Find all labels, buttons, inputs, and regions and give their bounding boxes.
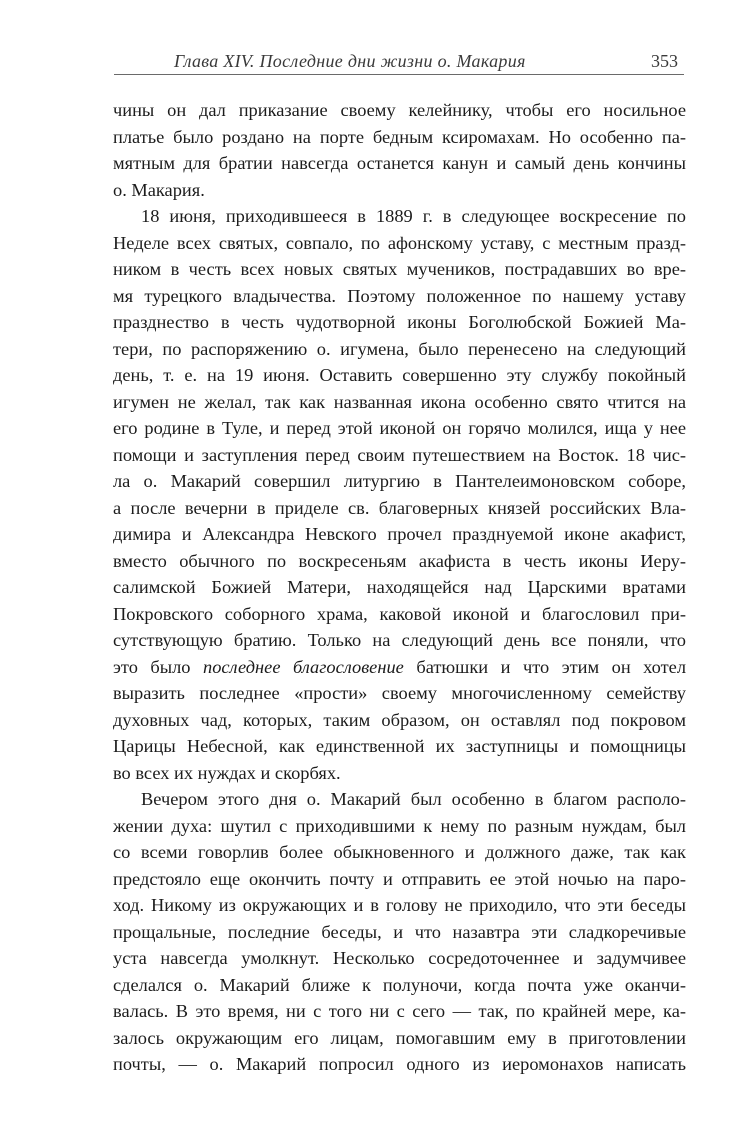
text-line: салимской Божией Матери, находящейся над Царскими вратами bbox=[113, 577, 686, 597]
text-line: валась. В это время, ни с того ни с сего — так, по крайней мере, ка- bbox=[113, 1001, 686, 1021]
chapter-title: Глава XIV. Последние дни жизни о. Макария bbox=[174, 51, 526, 71]
text-line: мя турецкого владычества. Поэтому положенное по нашему уставу bbox=[113, 285, 686, 306]
text-line: ход. Никому из окружающих и в голову не приходило, что эти беседы bbox=[113, 895, 686, 915]
text-line: 18 июня, приходившееся в 1889 г. в следующее воскресение по bbox=[141, 206, 686, 226]
text-line: прощальные, последние беседы, и что назавтра эти сладкоречивые bbox=[113, 921, 686, 942]
text-line: духовных чад, которых, таким образом, он оставлял под покровом bbox=[113, 709, 686, 730]
text-line: о. Макария. bbox=[113, 179, 205, 200]
text-line: Вечером этого дня о. Макарий был особенно в благом располо- bbox=[141, 789, 686, 809]
text-line: димира и Александра Невского прочел празднуемой иконе акафист, bbox=[113, 524, 686, 544]
text-line: Покровского соборного храма, каковой иконой и благословил при- bbox=[113, 603, 686, 624]
page-number: 353 bbox=[651, 51, 678, 71]
text-line: сутствующую братию. Только на следующий день все поняли, что bbox=[113, 630, 686, 650]
running-header bbox=[114, 48, 684, 75]
text-line: вместо обычного по воскресеньям акафиста в честь иконы Иеру- bbox=[113, 550, 686, 571]
text-line: помощи и заступления перед своим путешествием на Восток. 18 чис- bbox=[113, 444, 686, 465]
text-line: Неделе всех святых, совпало, по афонскому уставу, с местным празд- bbox=[113, 232, 686, 253]
text-line: со всеми говорлив более обыкновенного и должного даже, так как bbox=[113, 842, 686, 862]
text-line: а после вечерни в приделе св. благоверных князей российских Вла- bbox=[113, 497, 686, 518]
text-line: день, т. е. на 19 июня. Оставить совершенно эту службу покойный bbox=[113, 365, 686, 385]
text-line: жении духа: шутил с приходившими к нему по разным нуждам, был bbox=[113, 815, 686, 836]
text-line: его родине в Туле, и перед этой иконой он горячо молился, ища у нее bbox=[113, 418, 686, 438]
text-line: тери, по распоряжению о. игумена, было перенесено на следующий bbox=[113, 338, 686, 359]
text-line: выразить последнее «прости» своему многочисленному семейству bbox=[113, 683, 686, 703]
text-line: игумен не желал, так как названная икона особенно свято чтится на bbox=[113, 391, 686, 412]
text-line: почты, — о. Макарий попросил одного из иеромонахов написать bbox=[113, 1054, 686, 1074]
text-line: празднество в честь чудотворной иконы Боголюбской Божией Ма- bbox=[113, 312, 686, 332]
text-line: ником в честь всех новых святых мучеников, пострадавших во вре- bbox=[113, 259, 686, 279]
emphasized-text: последнее благословение bbox=[203, 656, 404, 677]
text-line: ла о. Макарий совершил литургию в Пантелеимоновском соборе, bbox=[113, 471, 686, 491]
text-line: платье было роздано на порте бедным ксиромахам. Но особенно па- bbox=[113, 126, 686, 147]
text-run: батюшки и что этим он хотел bbox=[403, 656, 686, 677]
text-line: уста навсегда умолкнут. Несколько сосредоточеннее и задумчивее bbox=[113, 948, 686, 968]
text-line: залось окружающим его лицам, помогавшим ему в приготовлении bbox=[113, 1027, 686, 1048]
page-text bbox=[113, 97, 686, 1078]
text-line: сделался о. Макарий ближе к полуночи, когда почта уже оканчи- bbox=[113, 974, 686, 995]
text-line: предстояло еще окончить почту и отправить ее этой ночью на паро- bbox=[113, 868, 686, 889]
text-run: это было bbox=[113, 656, 203, 677]
text-line: Царицы Небесной, как единственной их заступницы и помощницы bbox=[113, 736, 686, 756]
text-line: во всех их нуждах и скорбях. bbox=[113, 762, 341, 783]
text-line: чины он дал приказание своему келейнику, чтобы его носильное bbox=[113, 100, 686, 120]
text-line: мятным для братии навсегда останется канун и самый день кончины bbox=[113, 153, 686, 173]
text-line-mixed bbox=[113, 654, 686, 681]
